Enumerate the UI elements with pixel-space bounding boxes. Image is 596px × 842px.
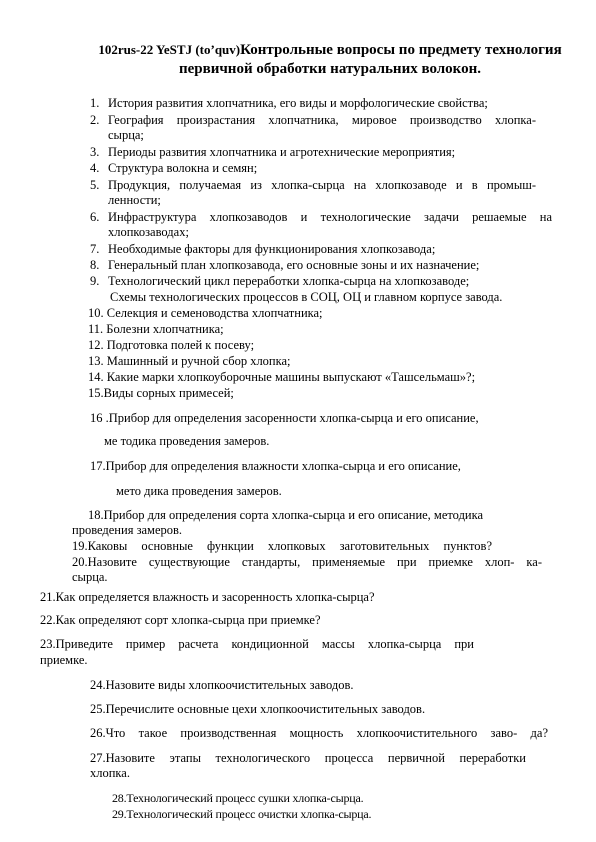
question-item: 15.Виды сорных примесей; [88,386,234,400]
question-text: Периоды развития хлопчатника и агротехнические мероприятия; [108,145,456,159]
question-number: 9. [90,274,100,288]
question-item: 29.Технологический процесс очистки хлопка-сырца. [112,807,372,821]
question-number: 8. [90,258,100,272]
question-number: 6. [90,210,100,224]
question-item: ме тодика проведения замеров. [104,434,270,448]
question-item: 20.Назовите существующие стандарты, применяемые при приемке хлоп- ка- [72,555,542,569]
question-item: 12. Подготовка полей к посеву; [88,338,255,352]
question-text: География произрастания хлопчатника, мировое производство хлопка- [108,113,536,127]
question-number: 4. [90,161,100,175]
question-item: 28.Технологический процесс сушки хлопка-сырца. [112,791,364,805]
question-item: 13. Машинный и ручной сбор хлопка; [88,354,291,368]
question-item: 22.Как определяют сорт хлопка-сырца при приемке? [40,613,321,627]
question-item: 18.Прибор для определения сорта хлопка-сырца и его описание, методика [88,508,484,522]
question-text: Структура волокна и семян; [108,161,258,175]
question-text: хлопкозаводах; [108,225,189,239]
title-line-2: первичной обработки натуральних волокон. [178,61,482,77]
question-item: 10. Селекция и семеноводства хлопчатника; [88,306,323,320]
question-item: 27.Назовите этапы технологического процесса первичной переработки [90,751,526,765]
question-item: 17.Прибор для определения влажности хлопка-сырца и его описание, [90,459,461,473]
course-code: 102rus-22 YeSTJ (to’quv) [98,42,241,57]
question-item: 24.Назовите виды хлопкоочистительных заводов. [90,678,354,692]
question-item: 19.Каковы основные функции хлопковых заготовительных пунктов? [72,539,492,553]
question-item: 16 .Прибор для определения засоренности хлопка-сырца и его описание, [90,411,479,425]
question-item: мето дика проведения замеров. [116,484,282,498]
question-text: История развития хлопчатника, его виды и морфологические свойства; [108,96,488,110]
question-item: проведения замеров. [72,523,183,537]
question-item: 21.Как определяется влажность и засоренность хлопка-сырца? [40,590,375,604]
question-text: Генеральный план хлопкозавода, его основные зоны и их назначение; [108,258,480,272]
question-item: 26.Что такое производственная мощность хлопкоочистительного заво- да? [90,726,548,740]
question-text: Продукция, получаемая из хлопка-сырца на хлопкозаводе и в промыш- [108,178,536,192]
question-number: 3. [90,145,100,159]
question-number: 1. [90,96,100,110]
question-item: сырца. [72,570,108,584]
question-item: хлопка. [90,766,130,780]
question-text: ленности; [108,193,161,207]
question-item: 14. Какие марки хлопкоуборочные машины выпускают «Ташсельмаш»?; [88,370,476,384]
question-item: 23.Приведите пример расчета кондиционной массы хлопка-сырца при [40,637,474,651]
question-number: 2. [90,113,100,127]
question-item: приемке. [40,653,88,667]
question-text: Схемы технологических процессов в СОЦ, ОЦ и главном корпусе завода. [110,290,503,304]
title-line-1: Контрольные вопросы по предмету технология [240,42,562,58]
question-number: 7. [90,242,100,256]
question-number: 5. [90,178,100,192]
question-text: Технологический цикл переработки хлопка-сырца на хлопкозаводе; [108,274,470,288]
question-item: 11. Болезни хлопчатника; [88,322,224,336]
question-text: Необходимые факторы для функционирования хлопкозавода; [108,242,436,256]
question-text: Инфраструктура хлопкозаводов и технологические задачи решаемые на [108,210,552,224]
question-item: 25.Перечислите основные цехи хлопкоочистительных заводов. [90,702,426,716]
question-text: сырца; [108,128,144,142]
document-title [70,40,590,79]
